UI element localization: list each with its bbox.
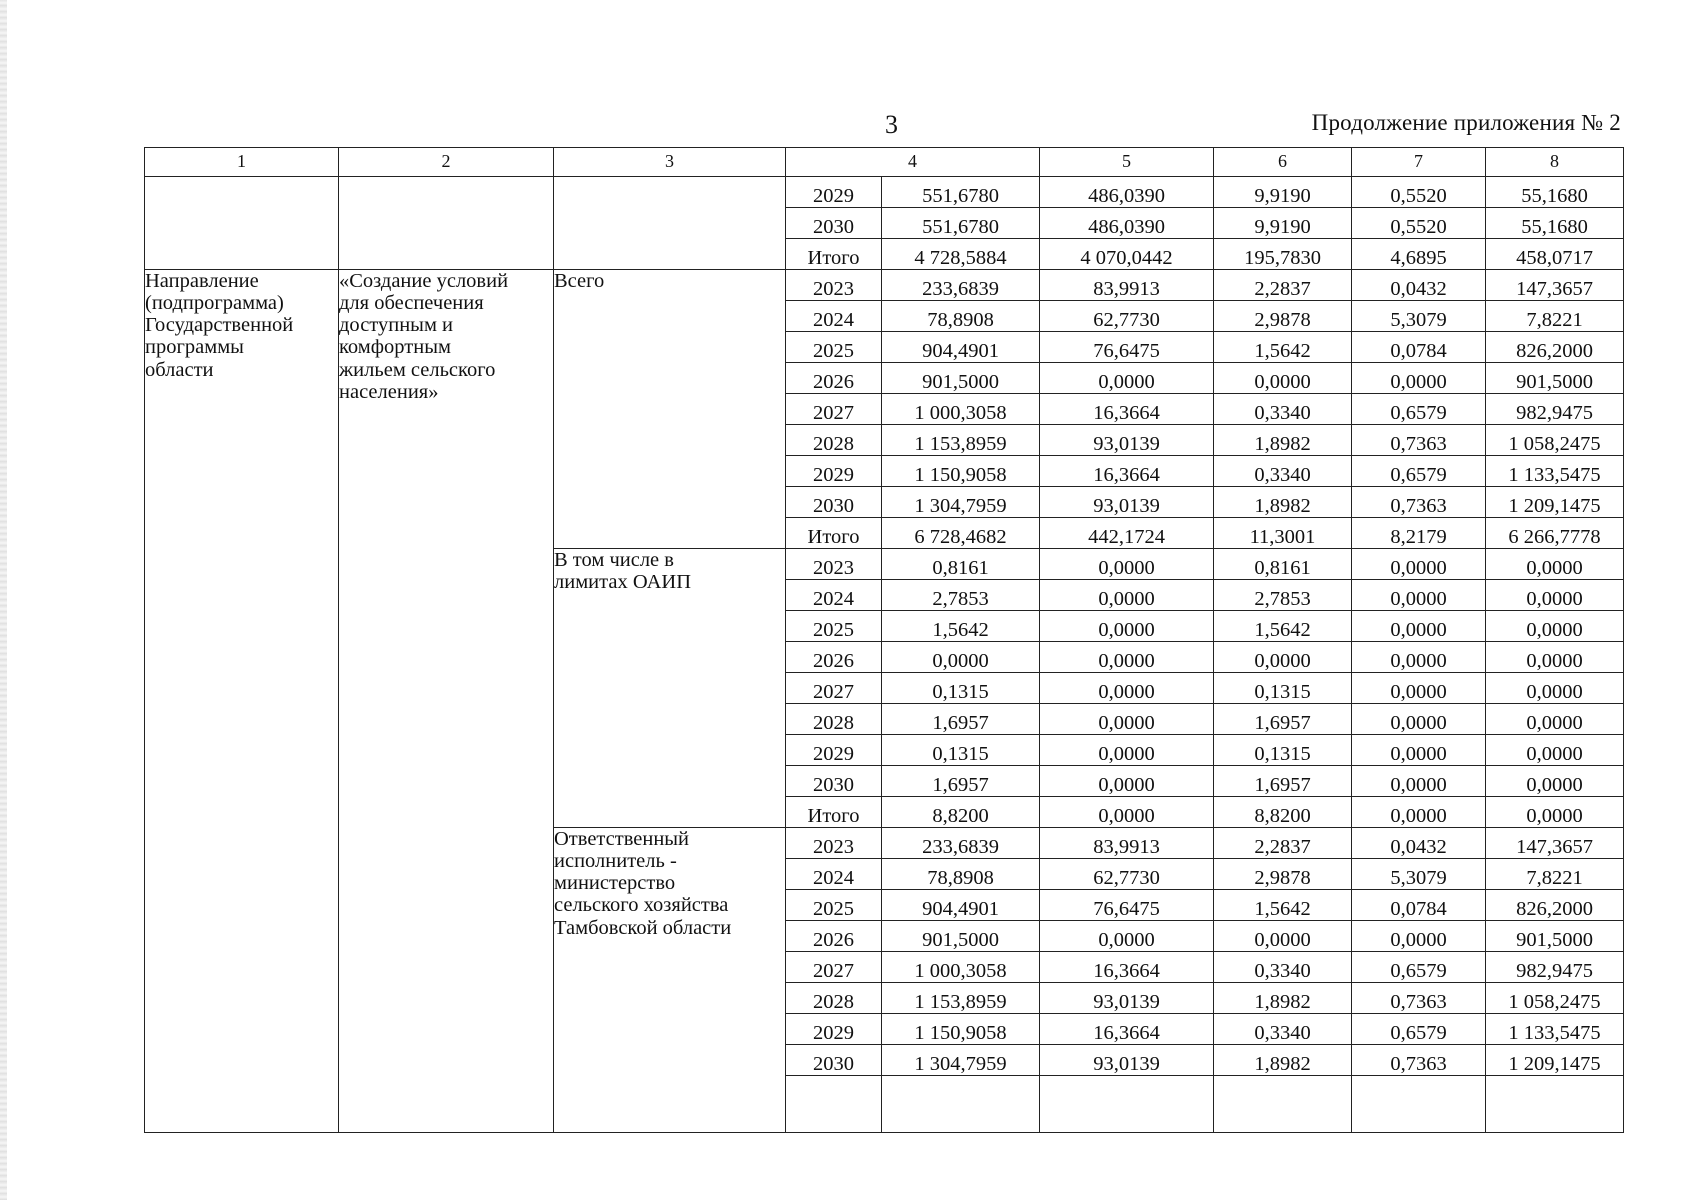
extrabudget-cell: 901,5000 [1486,363,1624,394]
local-cell: 0,0000 [1352,797,1486,828]
total-cell: 2,7853 [882,580,1040,611]
direction-cell [145,270,339,1133]
federal-cell: 0,0000 [1040,704,1214,735]
regional-cell: 1,8982 [1214,1045,1352,1076]
year-cell: 2029 [786,735,882,766]
extrabudget-cell: 0,0000 [1486,766,1624,797]
year-cell: 2027 [786,394,882,425]
regional-cell: 1,6957 [1214,766,1352,797]
local-cell: 0,0000 [1352,549,1486,580]
group-label-cell-line: В том числе в [554,549,674,571]
regional-cell: 2,2837 [1214,828,1352,859]
year-cell: 2028 [786,704,882,735]
extrabudget-cell: 0,0000 [1486,549,1624,580]
regional-cell: 1,5642 [1214,890,1352,921]
extrabudget-cell: 0,0000 [1486,704,1624,735]
group-label-cell-line: лимитах ОАИП [554,571,692,594]
prev-col1-cell [145,177,339,270]
federal-cell: 0,0000 [1040,580,1214,611]
direction-cell-line: области [145,358,214,381]
empty-cell [1040,1076,1214,1133]
total-cell: 1 000,3058 [882,394,1040,425]
year-cell: 2024 [786,301,882,332]
regional-cell: 0,3340 [1214,952,1352,983]
group-label-cell [554,549,786,828]
direction-cell-line: Направление [145,270,259,292]
empty-cell [1214,1076,1352,1133]
regional-cell: 0,3340 [1214,456,1352,487]
local-cell: 8,2179 [1352,518,1486,549]
federal-cell: 83,9913 [1040,270,1214,301]
year-cell: 2030 [786,487,882,518]
federal-cell: 0,0000 [1040,611,1214,642]
year-cell: 2027 [786,673,882,704]
total-cell: 551,6780 [882,208,1040,239]
local-cell: 0,6579 [1352,394,1486,425]
extrabudget-cell: 1 133,5475 [1486,1014,1624,1045]
year-cell: 2026 [786,921,882,952]
total-cell: 78,8908 [882,301,1040,332]
local-cell: 5,3079 [1352,301,1486,332]
group-label-cell-line: сельского хозяйства [554,894,729,917]
year-cell: 2025 [786,332,882,363]
year-cell: 2024 [786,859,882,890]
local-cell: 0,5520 [1352,177,1486,208]
federal-cell: 93,0139 [1040,983,1214,1014]
group-label-cell-line: министерство [554,872,676,895]
group-label-cell-line: Ответственный [554,828,690,850]
federal-cell: 0,0000 [1040,673,1214,704]
federal-cell: 0,0000 [1040,797,1214,828]
column-header-4: 4 [786,148,1040,177]
local-cell: 0,0784 [1352,332,1486,363]
federal-cell: 0,0000 [1040,921,1214,952]
subprogram-name-cell-line: населения» [339,380,439,403]
extrabudget-cell: 147,3657 [1486,270,1624,301]
federal-cell: 16,3664 [1040,1014,1214,1045]
local-cell: 0,0784 [1352,890,1486,921]
total-cell: 551,6780 [882,177,1040,208]
extrabudget-cell: 7,8221 [1486,859,1624,890]
total-cell: 904,4901 [882,332,1040,363]
column-header-5: 5 [1040,148,1214,177]
total-cell: 78,8908 [882,859,1040,890]
regional-cell: 8,8200 [1214,797,1352,828]
year-cell: 2025 [786,890,882,921]
subprogram-name-cell-line: комфортным [339,336,451,359]
regional-cell: 195,7830 [1214,239,1352,270]
empty-cell [786,1076,882,1133]
year-cell: 2025 [786,611,882,642]
extrabudget-cell: 6 266,7778 [1486,518,1624,549]
page-number: 3 [885,110,898,139]
empty-cell [882,1076,1040,1133]
regional-cell: 2,9878 [1214,859,1352,890]
total-cell: 1 150,9058 [882,456,1040,487]
column-header-1: 1 [145,148,339,177]
local-cell: 0,0000 [1352,673,1486,704]
federal-cell: 93,0139 [1040,1045,1214,1076]
federal-cell: 16,3664 [1040,394,1214,425]
local-cell: 4,6895 [1352,239,1486,270]
year-cell: 2023 [786,828,882,859]
year-cell: 2027 [786,952,882,983]
extrabudget-cell: 826,2000 [1486,890,1624,921]
federal-cell: 486,0390 [1040,208,1214,239]
column-header-3: 3 [554,148,786,177]
local-cell: 0,6579 [1352,952,1486,983]
federal-cell: 76,6475 [1040,890,1214,921]
year-cell: 2029 [786,456,882,487]
federal-cell: 486,0390 [1040,177,1214,208]
empty-cell [1486,1076,1624,1133]
local-cell: 0,7363 [1352,1045,1486,1076]
group-label-cell-line: исполнитель - [554,850,677,873]
regional-cell: 0,0000 [1214,363,1352,394]
year-cell: 2029 [786,177,882,208]
table-row [145,177,1624,208]
group-label-cell [554,828,786,1133]
federal-cell: 0,0000 [1040,642,1214,673]
regional-cell: 1,6957 [1214,704,1352,735]
subprogram-name-cell-line: «Создание условий [339,270,509,292]
direction-cell-line: Государственной [145,314,294,337]
regional-cell: 0,3340 [1214,394,1352,425]
local-cell: 0,6579 [1352,1014,1486,1045]
year-cell: 2026 [786,642,882,673]
subprogram-name-cell-line: доступным и [339,314,454,337]
local-cell: 0,0432 [1352,270,1486,301]
federal-cell: 442,1724 [1040,518,1214,549]
extrabudget-cell: 1 058,2475 [1486,983,1624,1014]
table-row [145,270,1624,301]
total-cell: 233,6839 [882,270,1040,301]
total-cell: 1,6957 [882,704,1040,735]
subprogram-name-cell-line: жильем сельского [339,358,496,381]
regional-cell: 0,1315 [1214,735,1352,766]
regional-cell: 9,9190 [1214,208,1352,239]
regional-cell: 1,8982 [1214,487,1352,518]
federal-cell: 62,7730 [1040,859,1214,890]
regional-cell: 2,9878 [1214,301,1352,332]
total-cell: 1 304,7959 [882,487,1040,518]
total-cell: 0,8161 [882,549,1040,580]
local-cell: 0,7363 [1352,487,1486,518]
extrabudget-cell: 7,8221 [1486,301,1624,332]
extrabudget-cell: 982,9475 [1486,394,1624,425]
regional-cell: 0,0000 [1214,642,1352,673]
table-body [145,148,1624,1133]
extrabudget-cell: 0,0000 [1486,673,1624,704]
local-cell: 0,0000 [1352,363,1486,394]
year-cell: Итого [786,518,882,549]
total-cell: 4 728,5884 [882,239,1040,270]
regional-cell: 1,5642 [1214,332,1352,363]
group-label-cell-line: Тамбовской области [554,916,732,939]
empty-cell [1352,1076,1486,1133]
regional-cell: 9,9190 [1214,177,1352,208]
funding-table [144,147,1624,1133]
total-cell: 0,1315 [882,673,1040,704]
total-cell: 0,0000 [882,642,1040,673]
subprogram-name-cell [339,270,554,1133]
local-cell: 0,7363 [1352,983,1486,1014]
year-cell: 2026 [786,363,882,394]
local-cell: 0,6579 [1352,456,1486,487]
appendix-continuation-caption: Продолжение приложения № 2 [1311,110,1621,135]
header-row [145,148,1624,177]
federal-cell: 0,0000 [1040,735,1214,766]
extrabudget-cell: 458,0717 [1486,239,1624,270]
regional-cell: 0,1315 [1214,673,1352,704]
local-cell: 0,0000 [1352,611,1486,642]
extrabudget-cell: 147,3657 [1486,828,1624,859]
total-cell: 1 153,8959 [882,425,1040,456]
total-cell: 1,5642 [882,611,1040,642]
federal-cell: 62,7730 [1040,301,1214,332]
federal-cell: 76,6475 [1040,332,1214,363]
year-cell: 2028 [786,425,882,456]
regional-cell: 1,8982 [1214,983,1352,1014]
year-cell: Итого [786,797,882,828]
extrabudget-cell: 901,5000 [1486,921,1624,952]
local-cell: 0,7363 [1352,425,1486,456]
federal-cell: 0,0000 [1040,363,1214,394]
column-header-6: 6 [1214,148,1352,177]
federal-cell: 0,0000 [1040,549,1214,580]
local-cell: 0,0000 [1352,921,1486,952]
prev-col3-cell [554,177,786,270]
total-cell: 8,8200 [882,797,1040,828]
local-cell: 0,0000 [1352,735,1486,766]
federal-cell: 93,0139 [1040,487,1214,518]
year-cell: 2024 [786,580,882,611]
total-cell: 0,1315 [882,735,1040,766]
local-cell: 0,0000 [1352,704,1486,735]
federal-cell: 93,0139 [1040,425,1214,456]
local-cell: 0,0000 [1352,766,1486,797]
local-cell: 0,5520 [1352,208,1486,239]
group-label-cell-line: Всего [554,270,605,292]
extrabudget-cell: 826,2000 [1486,332,1624,363]
federal-cell: 83,9913 [1040,828,1214,859]
extrabudget-cell: 55,1680 [1486,177,1624,208]
regional-cell: 0,0000 [1214,921,1352,952]
extrabudget-cell: 1 209,1475 [1486,487,1624,518]
column-header-2: 2 [339,148,554,177]
extrabudget-cell: 55,1680 [1486,208,1624,239]
local-cell: 0,0000 [1352,642,1486,673]
regional-cell: 2,7853 [1214,580,1352,611]
extrabudget-cell: 0,0000 [1486,611,1624,642]
scan-edge [0,0,7,1200]
year-cell: 2030 [786,1045,882,1076]
total-cell: 901,5000 [882,921,1040,952]
group-label-cell [554,270,786,549]
year-cell: 2030 [786,208,882,239]
year-cell: 2029 [786,1014,882,1045]
year-cell: 2030 [786,766,882,797]
total-cell: 1 153,8959 [882,983,1040,1014]
regional-cell: 0,8161 [1214,549,1352,580]
extrabudget-cell: 0,0000 [1486,735,1624,766]
total-cell: 1 150,9058 [882,1014,1040,1045]
regional-cell: 2,2837 [1214,270,1352,301]
column-header-7: 7 [1352,148,1486,177]
local-cell: 0,0432 [1352,828,1486,859]
extrabudget-cell: 0,0000 [1486,580,1624,611]
total-cell: 233,6839 [882,828,1040,859]
local-cell: 0,0000 [1352,580,1486,611]
total-cell: 1,6957 [882,766,1040,797]
regional-cell: 1,5642 [1214,611,1352,642]
extrabudget-cell: 0,0000 [1486,642,1624,673]
extrabudget-cell: 1 133,5475 [1486,456,1624,487]
extrabudget-cell: 1 209,1475 [1486,1045,1624,1076]
column-header-8: 8 [1486,148,1624,177]
total-cell: 901,5000 [882,363,1040,394]
prev-col2-cell [339,177,554,270]
subprogram-name-cell-line: для обеспечения [339,292,484,315]
direction-cell-line: программы [145,336,244,359]
total-cell: 1 304,7959 [882,1045,1040,1076]
local-cell: 5,3079 [1352,859,1486,890]
total-cell: 1 000,3058 [882,952,1040,983]
extrabudget-cell: 982,9475 [1486,952,1624,983]
extrabudget-cell: 1 058,2475 [1486,425,1624,456]
extrabudget-cell: 0,0000 [1486,797,1624,828]
year-cell: Итого [786,239,882,270]
year-cell: 2023 [786,270,882,301]
federal-cell: 4 070,0442 [1040,239,1214,270]
direction-cell-line: (подпрограмма) [145,292,284,315]
federal-cell: 16,3664 [1040,952,1214,983]
total-cell: 6 728,4682 [882,518,1040,549]
regional-cell: 11,3001 [1214,518,1352,549]
regional-cell: 0,3340 [1214,1014,1352,1045]
federal-cell: 0,0000 [1040,766,1214,797]
total-cell: 904,4901 [882,890,1040,921]
year-cell: 2023 [786,549,882,580]
federal-cell: 16,3664 [1040,456,1214,487]
year-cell: 2028 [786,983,882,1014]
regional-cell: 1,8982 [1214,425,1352,456]
